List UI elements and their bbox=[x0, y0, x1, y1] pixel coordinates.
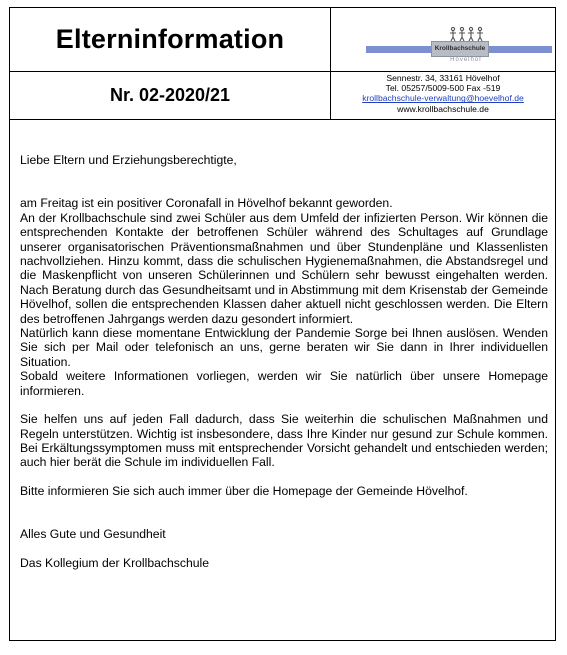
logo-cell bbox=[331, 8, 555, 72]
signature: Das Kollegium der Krollbachschule bbox=[20, 555, 210, 570]
paragraph-2: An der Krollbachschule sind zwei Schüler aus dem Umfeld der infizierten Person. Wir können die entsprechenden Kontakte der betroffenen Schüler während des Schultages auf Grundlage unserer organisatorischen Präventionsmaßnahmen und über Stundenpläne und Klassenlisten nachvollziehen. Hinzu kommt, dass die schulischen Hygienemaßnahmen, die Abstandsregel und die Maskenpflicht von unseren Schülerinnen und Schülern sehr bewusst eingehalten werden. Nach Beratung durch das Gesundheitsamt und in Abstimmung mit dem Krisenstab der Gemeinde Hövelhof, sollen die entsprechenden Klassen daher aktuell nicht geschlossen werden. Die Eltern des betroffenen Jahrgangs werden dazu gesondert informiert. bbox=[20, 210, 548, 326]
title-cell bbox=[10, 8, 331, 72]
paragraph-3: Natürlich kann diese momentane Entwicklung der Pandemie Sorge bei Ihnen auslösen. Wenden Sie sich per Mail oder telefonisch an uns, gerne beraten wir Sie dann in Ihrer individuellen Situation. bbox=[20, 326, 548, 369]
email-link[interactable]: krollbachschule-verwaltung@hoevelhof.de bbox=[362, 93, 524, 104]
phone-line: Tel. 05257/5009-500 Fax -519 bbox=[385, 83, 501, 94]
greeting: Liebe Eltern und Erziehungsberechtigte, bbox=[20, 153, 237, 167]
paragraph-6: Bitte informieren Sie sich auch immer über die Homepage der Gemeinde Hövelhof. bbox=[20, 483, 468, 498]
document-frame bbox=[9, 7, 556, 641]
website-line: www.krollbachschule.de bbox=[397, 103, 489, 114]
closing: Alles Gute und Gesundheit bbox=[20, 527, 166, 542]
paragraph-1: am Freitag ist ein positiver Coronafall in Hövelhof bekannt geworden. bbox=[20, 196, 393, 211]
number-cell bbox=[10, 72, 331, 120]
contact-cell bbox=[331, 72, 555, 120]
document-title: Elterninformation bbox=[55, 24, 285, 54]
children-figures-icon bbox=[449, 26, 489, 42]
paragraph-4: Sobald weitere Informationen vorliegen, werden wir Sie natürlich über unsere Homepage informieren. bbox=[20, 369, 548, 398]
paragraph-5: Sie helfen uns auf jeden Fall dadurch, dass Sie weiterhin die schulischen Maßnahmen und Regeln unterstützen. Wichtig ist insbesondere, dass Ihre Kinder nur gesund zur Schule kommen. Bei Erkältungssymptomen muss mit entsprechender Vorsicht gehandelt und entschieden werden; auch hier berät die Schule im individuellen Fall. bbox=[20, 412, 548, 470]
address-line: Sennestr. 34, 33161 Hövelhof bbox=[386, 73, 500, 83]
letter-body bbox=[20, 153, 548, 570]
document-number: Nr. 02-2020/21 bbox=[109, 85, 231, 105]
logo-school-name: Krollbachschule bbox=[431, 41, 489, 57]
school-logo bbox=[389, 26, 495, 64]
logo-place-name: Hövelhof bbox=[450, 57, 482, 63]
